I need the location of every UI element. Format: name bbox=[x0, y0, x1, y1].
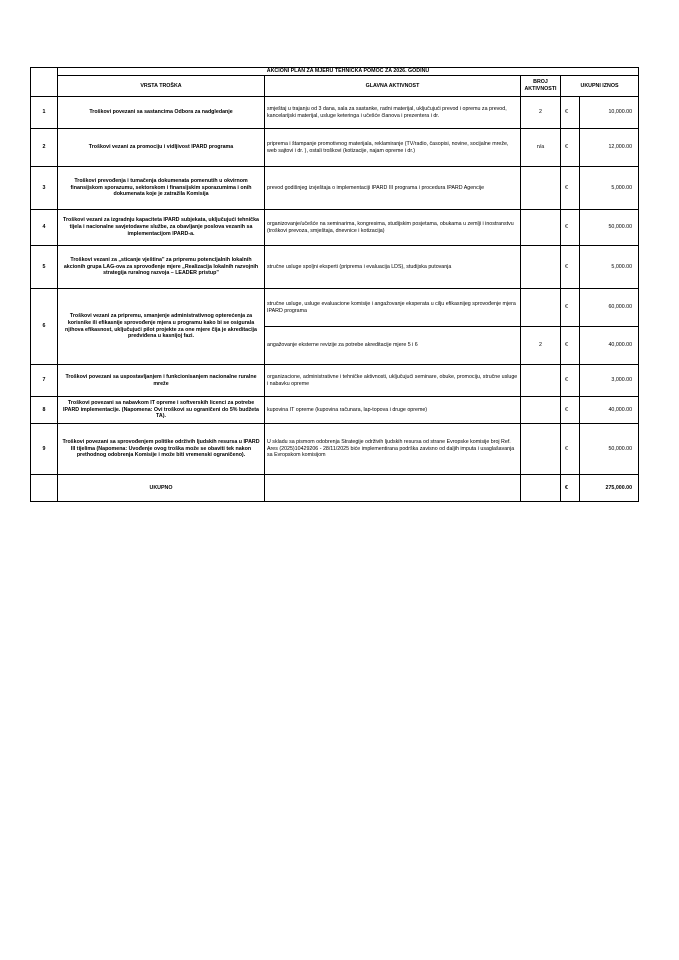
currency-symbol: € bbox=[561, 246, 580, 289]
amount: 5,000.00 bbox=[580, 246, 639, 289]
cost-type: Troškovi vezani za izgradnju kapaciteta IPARD subjekata, uključujući tehnička tijela i nacionalne savjetodavne službe, za obavljanje poslova vezanih sa implementacijom IPARD-a. bbox=[58, 210, 265, 246]
cost-type: Troškovi povezani sa sastancima Odbora za nadgledanje bbox=[58, 97, 265, 129]
amount: 12,000.00 bbox=[580, 129, 639, 167]
currency-symbol: € bbox=[561, 424, 580, 475]
header-activity: GLAVNA AKTIVNOST bbox=[265, 76, 521, 97]
activity-count bbox=[521, 289, 561, 327]
action-plan-table bbox=[30, 67, 639, 502]
activity-count: n/a bbox=[521, 129, 561, 167]
activity-count bbox=[521, 397, 561, 424]
activity-count bbox=[521, 246, 561, 289]
row-number: 8 bbox=[31, 397, 58, 424]
currency-symbol: € bbox=[561, 365, 580, 397]
amount: 50,000.00 bbox=[580, 210, 639, 246]
table-row bbox=[31, 210, 639, 246]
main-activity: smještaj u trajanju od 3 dana, sala za sastanke, radni materijal, uključujući prevod i opremu za prevod, kancelarijski materijal, usluge keteringa i učešće članova i prezentera i dr. bbox=[265, 97, 521, 129]
row-number: 2 bbox=[31, 129, 58, 167]
main-activity: angažovanje eksterne revizije za potrebe akreditacije mjere 5 i 6 bbox=[265, 327, 521, 365]
row-number: 3 bbox=[31, 167, 58, 210]
table-row bbox=[31, 97, 639, 129]
table-row bbox=[31, 129, 639, 167]
title-row bbox=[31, 68, 639, 76]
total-label: UKUPNO bbox=[58, 475, 265, 502]
amount: 60,000.00 bbox=[580, 289, 639, 327]
main-activity: stručne usluge spoljni eksperti (priprema i evaluacija LDS), studijska putovanja bbox=[265, 246, 521, 289]
row-number: 6 bbox=[31, 289, 58, 365]
amount: 40,000.00 bbox=[580, 397, 639, 424]
amount: 40,000.00 bbox=[580, 327, 639, 365]
table-title: AKCIONI PLAN ZA MJERU TEHNIČKA POMOĆ ZA 2026. GODINU bbox=[58, 68, 639, 76]
cost-type: Troškovi vezani za promociju i vidljivost IPARD programa bbox=[58, 129, 265, 167]
currency-symbol: € bbox=[561, 397, 580, 424]
table-row bbox=[31, 365, 639, 397]
header-row bbox=[31, 76, 639, 97]
header-amount: UKUPNI IZNOS bbox=[561, 76, 639, 97]
currency-symbol: € bbox=[561, 210, 580, 246]
header-count: BROJ AKTIVNOSTI bbox=[521, 76, 561, 97]
row-number: 5 bbox=[31, 246, 58, 289]
cost-type: Troškovi prevođenja i tumačenja dokumenata pomenutih u okvirnom finansijskom sporazumu, sektorskom i finansijskim sporazumima i onih dokumenata koje je zatražila Komisija bbox=[58, 167, 265, 210]
currency-symbol: € bbox=[561, 289, 580, 327]
activity-count bbox=[521, 424, 561, 475]
currency-symbol: € bbox=[561, 475, 580, 502]
row-number: 7 bbox=[31, 365, 58, 397]
amount: 50,000.00 bbox=[580, 424, 639, 475]
main-activity: organizacione, administrativne i tehničke aktivnosti, uključujući seminare, obuke, promociju, stručne usluge i nabavku opreme bbox=[265, 365, 521, 397]
total-empty-cell bbox=[521, 475, 561, 502]
table-row bbox=[31, 167, 639, 210]
row-number: 9 bbox=[31, 424, 58, 475]
cost-type: Troškovi vezani za pripremu, smanjenje administrativnog opterećenja za korisnike ili efikasnije sprovođenje mjera u programu kako bi se osigurala njihova efikasnost, uključujući pilot projekte za one mjere čija je akreditacija predviđena u kasnijoj fazi. bbox=[58, 289, 265, 365]
activity-count bbox=[521, 167, 561, 210]
main-activity: prevod godišnjeg izvještaja o implementaciji IPARD III programa i procedura IPARD Agencije bbox=[265, 167, 521, 210]
activity-count: 2 bbox=[521, 97, 561, 129]
activity-count bbox=[521, 210, 561, 246]
total-row bbox=[31, 475, 639, 502]
table-row bbox=[31, 397, 639, 424]
total-amount: 275,000.00 bbox=[580, 475, 639, 502]
total-empty-cell bbox=[265, 475, 521, 502]
table-row bbox=[31, 289, 639, 327]
activity-count bbox=[521, 365, 561, 397]
currency-symbol: € bbox=[561, 129, 580, 167]
row-number: 4 bbox=[31, 210, 58, 246]
amount: 5,000.00 bbox=[580, 167, 639, 210]
currency-symbol: € bbox=[561, 327, 580, 365]
main-activity: organizovanje/učešće na seminarima, kongresima, studijskim posjetama, obukama u zemlji i inostranstvu (troškovi prevoza, smještaja, dnevnice i kotizacija) bbox=[265, 210, 521, 246]
amount: 10,000.00 bbox=[580, 97, 639, 129]
header-type: VRSTA TROŠKA bbox=[58, 76, 265, 97]
main-activity: priprema i štampanje promotivnog materijala, reklamiranje (TV/radio, časopisi, novine, socijalne mreže, web sajtovi i dr. ), ostali troškovi (kotizacije, najam opreme i dr.) bbox=[265, 129, 521, 167]
cost-type: Troškovi vezani za „sticanje vještina" za pripremu potencijalnih lokalnih akcionih grupa LAG-ova za sprovođenje mjere „Realizacija lokalnih razvojnih strategija ruralnog razvoja – LEADER pristup" bbox=[58, 246, 265, 289]
cost-type: Troškovi povezani sa nabavkom IT opreme i softverskih licenci za potrebe IPARD implementacije. (Napomena: Ovi troškovi su ograničeni do 5% budžeta TA). bbox=[58, 397, 265, 424]
table-row bbox=[31, 424, 639, 475]
currency-symbol: € bbox=[561, 97, 580, 129]
activity-count: 2 bbox=[521, 327, 561, 365]
main-activity: kupovina IT opreme (kupovina računara, lap-topova i druge opreme) bbox=[265, 397, 521, 424]
main-activity: U skladu sa pismom odobrenja Strategije održivih ljudskih resursa od strane Evropske komisije broj Ref. Ares (2025)10429206 - 28/11/2025 biće implementirana podrška zavisno od daljih imputa i usaglašavanja sa Evropskom komisijom bbox=[265, 424, 521, 475]
corner-cell bbox=[31, 68, 58, 97]
amount: 3,000.00 bbox=[580, 365, 639, 397]
row-number: 1 bbox=[31, 97, 58, 129]
cost-type: Troškovi povezani sa uspostavljanjem i funkcionisanjem nacionalne ruralne mreže bbox=[58, 365, 265, 397]
table-row bbox=[31, 246, 639, 289]
total-empty-cell bbox=[31, 475, 58, 502]
currency-symbol: € bbox=[561, 167, 580, 210]
action-plan-sheet bbox=[30, 67, 638, 502]
cost-type: Troškovi povezani sa sprovođenjem politike održivih ljudskih resursa u IPARD III tijelima (Napomena: Uvođenje ovog troška može se obaviti tek nakon prethodnog odobrenja Komisije i može biti vremenski ograničeno). bbox=[58, 424, 265, 475]
main-activity: stručne usluge, usluge evaluacione komisije i angažovanje eksperata u cilju efikasnijeg sprovođenje mjera IPARD programa bbox=[265, 289, 521, 327]
